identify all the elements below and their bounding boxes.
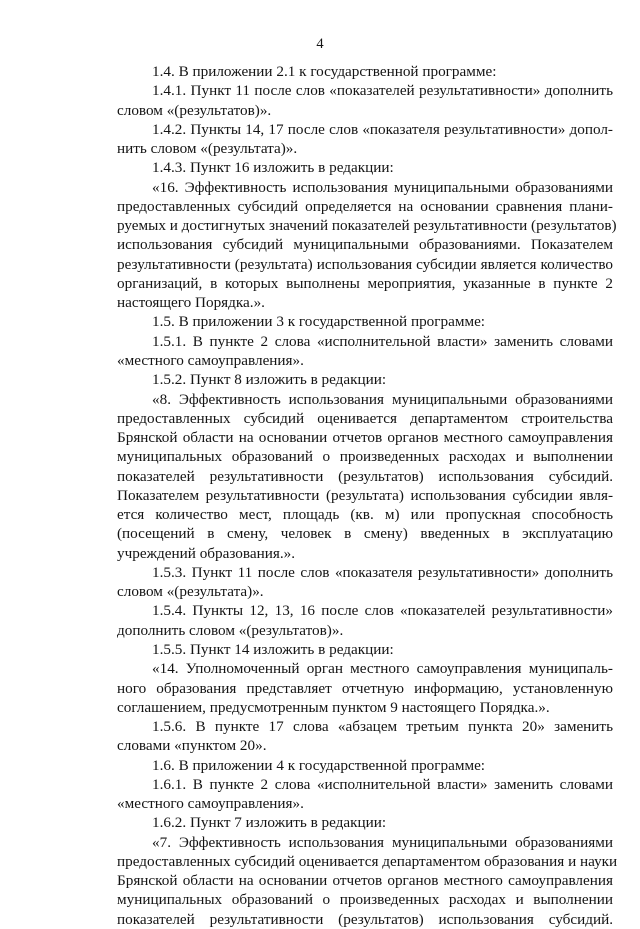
- text-line: ется количество мест, площадь (кв. м) или пропускная способность: [117, 506, 613, 524]
- text-line: словом «(результатов)».: [117, 101, 272, 119]
- text-line: 1.5.3. Пункт 11 после слов «показателя результативности» дополнить: [152, 563, 613, 581]
- text-line: 1.5.6. В пункте 17 слова «абзацем третьим пункта 20» заменить: [152, 718, 613, 736]
- text-line: 1.5. В приложении 3 к государственной программе:: [152, 313, 486, 331]
- text-line: 1.5.5. Пункт 14 изложить в редакции:: [152, 640, 394, 658]
- text-line: предоставленных субсидий оценивается департаментом образования и науки: [117, 852, 618, 870]
- page-number: 4: [316, 36, 324, 52]
- text-line: муниципальных образований о произведенных расходах и выполнении: [117, 448, 613, 466]
- text-line: «8. Эффективность использования муниципальными образованиями: [152, 390, 613, 408]
- text-line: 1.5.1. В пункте 2 слова «исполнительной власти» заменить словами: [152, 332, 613, 350]
- text-line: предоставленных субсидий оценивается департаментом строительства: [117, 409, 613, 427]
- text-line: «7. Эффективность использования муниципальными образованиями: [152, 833, 613, 851]
- text-line: (посещений в смену, человек в смену) введенных в эксплуатацию: [117, 525, 613, 543]
- text-line: ного образования представляет отчетную информацию, установленную: [117, 679, 613, 697]
- text-line: «14. Уполномоченный орган местного самоуправления муниципаль-: [152, 660, 613, 678]
- text-line: словами «пунктом 20».: [117, 737, 267, 755]
- text-line: 1.6.1. В пункте 2 слова «исполнительной власти» заменить словами: [152, 775, 613, 793]
- text-line: 1.4.1. Пункт 11 после слов «показателей результативности» дополнить: [152, 82, 613, 100]
- text-line: Брянской области на основании отчетов органов местного самоуправления: [117, 872, 613, 890]
- text-line: словом «(результата)».: [117, 583, 264, 601]
- text-line: Брянской области на основании отчетов органов местного самоуправления: [117, 429, 613, 447]
- text-line: 1.4.2. Пункты 14, 17 после слов «показателя результативности» допол-: [152, 120, 613, 138]
- text-line: показателей результативности (результатов) использования субсидий.: [117, 910, 613, 928]
- text-line: 1.4.3. Пункт 16 изложить в редакции:: [152, 159, 394, 177]
- text-line: показателей результативности (результатов) использования субсидий.: [117, 467, 613, 485]
- text-line: руемых и достигнутых значений показателей результативности (результатов): [117, 217, 617, 235]
- text-line: нить словом «(результата)».: [117, 140, 298, 158]
- text-line: учреждений образования.».: [117, 544, 296, 562]
- text-line: 1.4. В приложении 2.1 к государственной программе:: [152, 63, 497, 80]
- document-body: [117, 62, 618, 929]
- text-line: настоящего Порядка.».: [117, 294, 265, 312]
- text-line: организаций, в которых выполнены мероприятия, указанные в пункте 2: [117, 274, 613, 292]
- text-line: дополнить словом «(результатов)».: [117, 621, 344, 639]
- text-line: «местного самоуправления».: [117, 351, 304, 369]
- text-line: использования субсидий муниципальными образованиями. Показателем: [117, 236, 613, 254]
- text-line: «16. Эффективность использования муниципальными образованиями: [152, 178, 613, 196]
- text-line: 1.6.2. Пункт 7 изложить в редакции:: [152, 814, 387, 832]
- text-line: Показателем результативности (результата) использования субсидии явля-: [117, 486, 613, 504]
- text-line: результативности (результата) использования субсидии является количество: [117, 255, 613, 273]
- text-line: «местного самоуправления».: [117, 795, 304, 813]
- text-line: муниципальных образований о произведенных расходах и выполнении: [117, 891, 613, 909]
- text-line: 1.5.4. Пункты 12, 13, 16 после слов «показателей результативности»: [152, 602, 613, 620]
- text-line: 1.6. В приложении 4 к государственной программе:: [152, 756, 486, 774]
- text-line: предоставленных субсидий определяется на основании сравнения плани-: [117, 197, 613, 215]
- text-line: 1.5.2. Пункт 8 изложить в редакции:: [152, 371, 387, 389]
- text-line: соглашением, предусмотренным пунктом 9 настоящего Порядка.».: [117, 698, 550, 716]
